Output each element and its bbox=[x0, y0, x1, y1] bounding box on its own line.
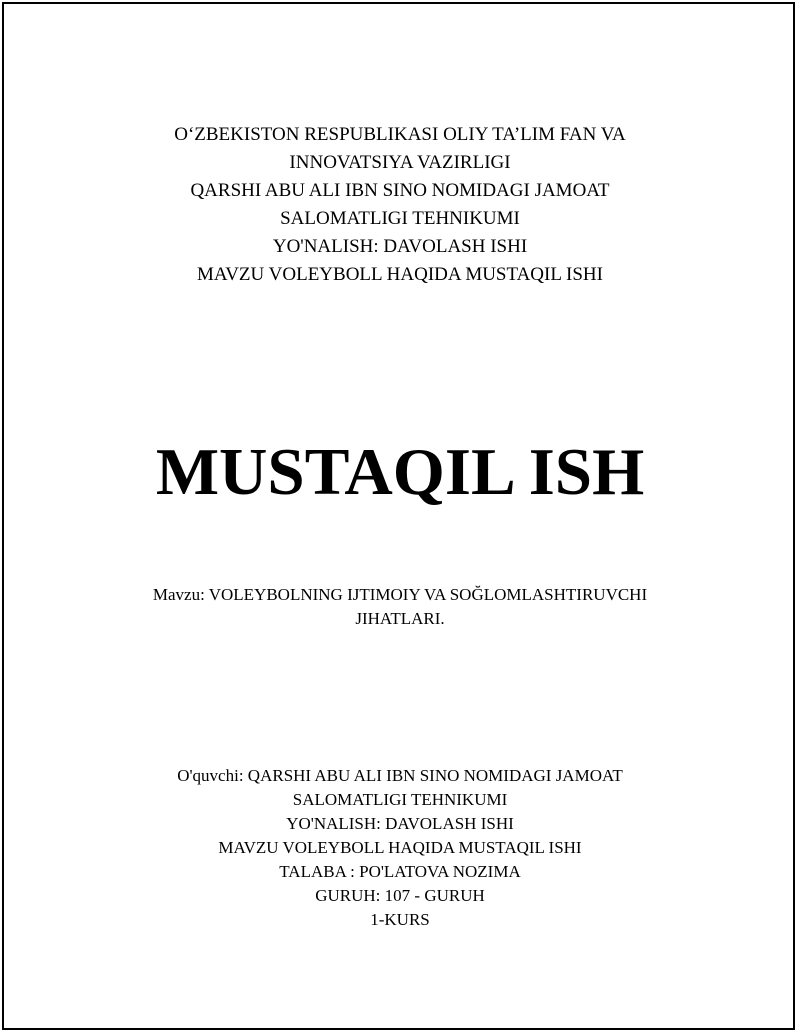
header-line-ministry-2: INNOVATSIYA VAZIRLIGI bbox=[289, 152, 511, 173]
student-line-college-1: O'quvchi: QARSHI ABU ALI IBN SINO NOMIDAGI JAMOAT bbox=[177, 766, 623, 785]
student-line-subject: MAVZU VOLEYBOLL HAQIDA MUSTAQIL ISHI bbox=[218, 838, 582, 857]
header-line-subject: MAVZU VOLEYBOLL HAQIDA MUSTAQIL ISHI bbox=[197, 264, 603, 285]
topic-line-1: Mavzu: VOLEYBOLNING IJTIMOIY VA SOĞLOMLASHTIRUVCHI bbox=[152, 585, 648, 604]
header-line-direction: YO'NALISH: DAVOLASH ISHI bbox=[272, 236, 528, 257]
student-line-college-2: SALOMATLIGI TEHNIKUMI bbox=[292, 790, 508, 809]
header-line-college-1: QARSHI ABU ALI IBN SINO NOMIDAGI JAMOAT bbox=[190, 180, 610, 201]
topic-block bbox=[0, 583, 800, 631]
student-line-group: GURUH: 107 - GURUH bbox=[315, 886, 485, 905]
institution-header bbox=[0, 121, 800, 289]
header-line-ministry-1: O‘ZBEKISTON RESPUBLIKASI OLIY TA’LIM FAN VA bbox=[174, 124, 626, 145]
student-line-direction: YO'NALISH: DAVOLASH ISHI bbox=[286, 814, 514, 833]
document-title: MUSTAQIL ISH bbox=[155, 435, 645, 509]
student-line-name: TALABA : PO'LATOVA NOZIMA bbox=[279, 862, 521, 881]
header-line-college-2: SALOMATLIGI TEHNIKUMI bbox=[280, 208, 520, 229]
title-block bbox=[0, 430, 800, 514]
student-line-course: 1-KURS bbox=[370, 910, 430, 929]
student-info-block bbox=[0, 764, 800, 932]
topic-line-2: JIHATLARI. bbox=[355, 609, 445, 628]
